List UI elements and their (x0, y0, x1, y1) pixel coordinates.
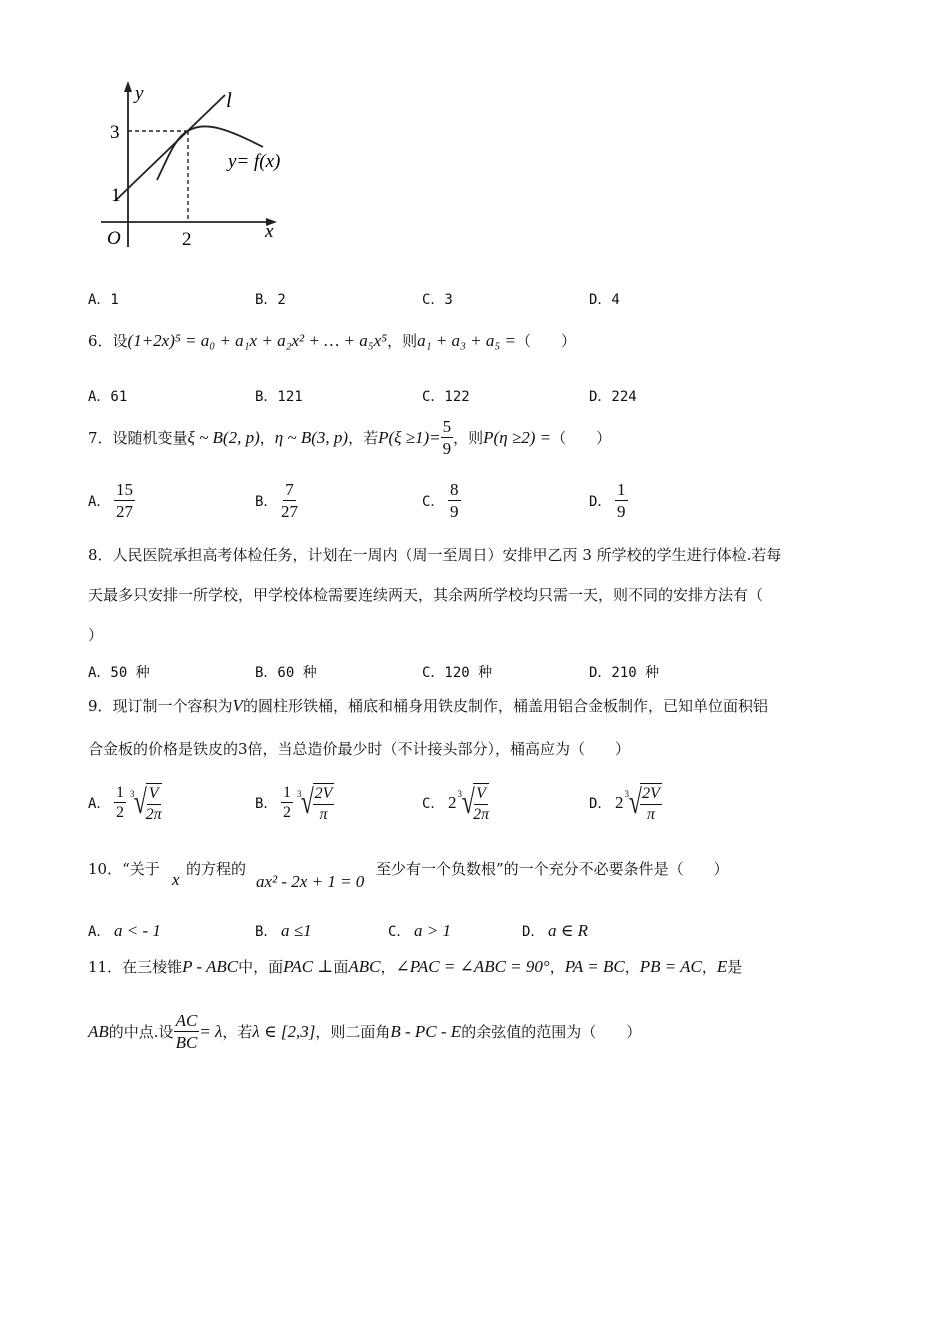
q7-option-letter: C． (422, 493, 445, 510)
option-letter: D． (522, 924, 545, 940)
q8-option-d: D．210 种 (589, 665, 660, 681)
function-graph-figure (95, 75, 295, 260)
radical (624, 783, 662, 824)
q11-l1l: PB = AC (639, 957, 702, 976)
question-7 (88, 418, 611, 458)
frac-num: 15 (116, 480, 133, 499)
coef-num: 1 (114, 785, 126, 804)
q7-option-c (422, 481, 461, 521)
q9-line-1 (88, 695, 768, 716)
q8-line-3: ） (88, 626, 104, 644)
q9-line-2: 合金板的价格是铁皮的3倍，当总造价最少时（不计接头部分），桶高应为（ ） (88, 740, 631, 758)
root-index: 3 (297, 789, 302, 799)
q11-line-2 (88, 1012, 641, 1052)
q10-option-b (255, 921, 312, 941)
frac-den: 27 (116, 501, 133, 521)
q11-l1m: ， (701, 958, 717, 976)
q11-frac-num: AC (175, 1011, 198, 1030)
q11-l2f: ，则二面角 (315, 1023, 391, 1042)
q11-l1n: E (716, 957, 728, 976)
radicand (473, 783, 489, 824)
frac-den: 9 (617, 501, 626, 521)
q7-cond-expr: P(ξ ≥1)= (378, 427, 441, 447)
x-axis-label: x (265, 221, 274, 242)
option-expr: a < - 1 (114, 921, 161, 940)
q9-option-b (255, 783, 334, 824)
q11-line-1 (88, 956, 742, 977)
radicand-den: 2π (145, 805, 162, 823)
option-letter: C． (422, 796, 445, 813)
radicand-den: 2π (473, 805, 490, 823)
q10-pre: 10．“关于 (88, 860, 160, 878)
q11-l1o: 是 (727, 958, 743, 976)
q10-option-d (522, 921, 588, 941)
radical-sign: √ (628, 784, 642, 822)
q9-line1-post: 的圆柱形铁桶，桶底和桶身用铁皮制作，桶盖用铝合金板制作，已知单位面积铝 (242, 697, 768, 715)
radicand-num: V (147, 786, 161, 805)
q5-option-b: B．2 (255, 292, 286, 308)
coef-fraction (281, 785, 293, 823)
radicand (640, 783, 662, 824)
option-letter: B． (255, 796, 278, 813)
q7-number: 7．设随机变量 (88, 429, 188, 448)
q7-option-fraction (448, 481, 461, 521)
q8-option-b: B．60 种 (255, 665, 317, 681)
coef: 2 (448, 793, 457, 813)
q10-equation: ax² - 2x + 1 = 0 (256, 872, 365, 891)
q6-mid: ，则 (387, 332, 418, 350)
radical (296, 783, 334, 824)
q7-ask-expr: P(η ≥2) = (483, 427, 552, 447)
radical-sign: √ (133, 784, 147, 822)
q11-l1b: P - ABC (182, 957, 239, 976)
radicand-num: V (474, 786, 488, 805)
q7-ask-pre: ，则 (453, 429, 484, 448)
q11-l2g: B - PC - E (390, 1021, 462, 1041)
q6-paren: （ ） (515, 332, 576, 350)
radicand (146, 783, 162, 824)
q7-option-fraction (114, 481, 135, 521)
y-axis-label: y (135, 83, 144, 104)
y-tick-1: 1 (111, 185, 121, 206)
q5-option-d: D．4 (589, 292, 620, 308)
radicand-den: π (647, 805, 656, 823)
root-index: 3 (457, 789, 462, 799)
root-index: 3 (624, 789, 629, 799)
frac-den: 27 (281, 501, 298, 521)
option-letter: B． (255, 924, 278, 940)
q11-l1h: ∠PAC = ∠ABC = 90° (395, 957, 550, 976)
tangent-line-l (115, 95, 225, 201)
q6-option-d: D．224 (589, 389, 637, 405)
q6-ask: a₁ + a₃ + a₅ = (417, 331, 516, 350)
origin-label: O (107, 228, 121, 249)
q9-option-c (422, 783, 489, 824)
q8-option-c: C．120 种 (422, 665, 493, 681)
q10-post: 至少有一个负数根”的一个充分不必要条件是（ ） (376, 860, 729, 878)
q5-option-a: A．1 (88, 292, 119, 308)
radicand-den: π (319, 805, 328, 823)
question-6 (88, 330, 576, 351)
q7-option-b (255, 481, 298, 521)
q9-var: V (232, 696, 243, 715)
y-tick-3: 3 (110, 122, 120, 143)
q7-option-fraction (281, 481, 298, 521)
q6-option-a: A．61 (88, 389, 128, 405)
x-tick-2: 2 (182, 229, 192, 250)
q11-l1i: ， (549, 958, 565, 976)
q10-var: x (172, 870, 180, 889)
coef-den: 2 (116, 804, 124, 822)
radical-sign: √ (461, 784, 475, 822)
q11-l1f: ABC (348, 957, 381, 976)
radicand-num: 2V (640, 786, 662, 805)
q7-option-letter: B． (255, 493, 278, 510)
frac-num: 7 (285, 480, 294, 499)
option-letter: C． (388, 924, 411, 940)
q7-paren: （ ） (551, 429, 612, 448)
q11-l2c: = λ (199, 1021, 223, 1041)
q11-l1j: PA = BC (564, 957, 625, 976)
q7-frac-den: 9 (442, 438, 452, 458)
q7-option-fraction (615, 481, 628, 521)
q8-line-2: 天最多只安排一所学校，甲学校体检需要连续两天，其余两所学校均只需一天，则不同的安排方法有（ (88, 586, 764, 604)
q11-l1e: 面 (333, 958, 349, 976)
radical-sign: √ (300, 784, 314, 822)
q11-l1c: 中，面 (238, 958, 284, 976)
radicand-num: 2V (313, 786, 335, 805)
option-letter: A． (88, 924, 111, 940)
q11-l2d: ，若 (222, 1023, 253, 1042)
q11-l1d: PAC ⊥ (283, 957, 334, 976)
option-letter: A． (88, 796, 111, 813)
q7-fraction (441, 418, 454, 458)
q6-number: 6．设 (88, 332, 128, 350)
q11-l2b: 的中点.设 (108, 1023, 174, 1042)
coef-fraction (114, 785, 126, 823)
radical (129, 783, 162, 824)
q7-cond-pre: ，若 (348, 429, 379, 448)
q10-option-a (88, 921, 161, 941)
q11-l2a: AB (88, 1021, 109, 1041)
q11-frac-den: BC (175, 1032, 198, 1052)
q6-option-b: B．121 (255, 389, 303, 405)
curve-label: y= f(x) (228, 151, 281, 172)
y-axis-arrow (124, 81, 132, 92)
q11-l2h: 的余弦值的范围为（ ） (461, 1023, 642, 1042)
q10-mid: 的方程的 (186, 860, 247, 878)
q5-option-c: C．3 (422, 292, 453, 308)
q10-option-c (388, 921, 451, 941)
q6-option-c: C．122 (422, 389, 470, 405)
q7-sep: ， (259, 429, 275, 448)
q7-dist1: ξ ~ B(2, p) (187, 427, 260, 447)
q8-option-a: A．50 种 (88, 665, 150, 681)
q11-l1g: ， (380, 958, 396, 976)
coef-num: 1 (281, 785, 293, 804)
q7-dist2: η ~ B(3, p) (274, 427, 349, 447)
question-10 (88, 858, 160, 879)
option-letter: D． (589, 796, 612, 813)
q7-frac-num: 5 (442, 417, 452, 436)
q8-line-1: 8．人民医院承担高考体检任务，计划在一周内（周一至周日）安排甲乙丙 3 所学校的学生进行体检.若每 (88, 546, 782, 564)
coef: 2 (615, 793, 624, 813)
q11-fraction (174, 1012, 200, 1052)
line-label: l (226, 88, 232, 112)
option-expr: a ∈ R (548, 921, 588, 940)
q9-option-d (589, 783, 662, 824)
frac-num: 1 (617, 480, 626, 499)
q7-option-letter: D． (589, 493, 612, 510)
q7-option-d (589, 481, 628, 521)
q11-l1a: 11．在三棱锥 (88, 958, 183, 976)
q11-l1k: ， (624, 958, 640, 976)
q9-line1-pre: 9．现订制一个容积为 (88, 697, 233, 715)
option-expr: a > 1 (414, 921, 451, 940)
q11-l2e: λ ∈ [2,3] (252, 1021, 316, 1041)
q6-expression: (1+2x)⁵ = a₀ + a₁x + a₂x² + … + a₅x⁵ (127, 331, 388, 350)
radical (457, 783, 490, 824)
q7-option-letter: A． (88, 493, 111, 510)
frac-num: 8 (450, 480, 459, 499)
frac-den: 9 (450, 501, 459, 521)
q9-option-a (88, 783, 162, 824)
coef-den: 2 (283, 804, 291, 822)
root-index: 3 (130, 789, 135, 799)
option-expr: a ≤1 (281, 921, 312, 940)
radicand (313, 783, 335, 824)
q7-option-a (88, 481, 135, 521)
